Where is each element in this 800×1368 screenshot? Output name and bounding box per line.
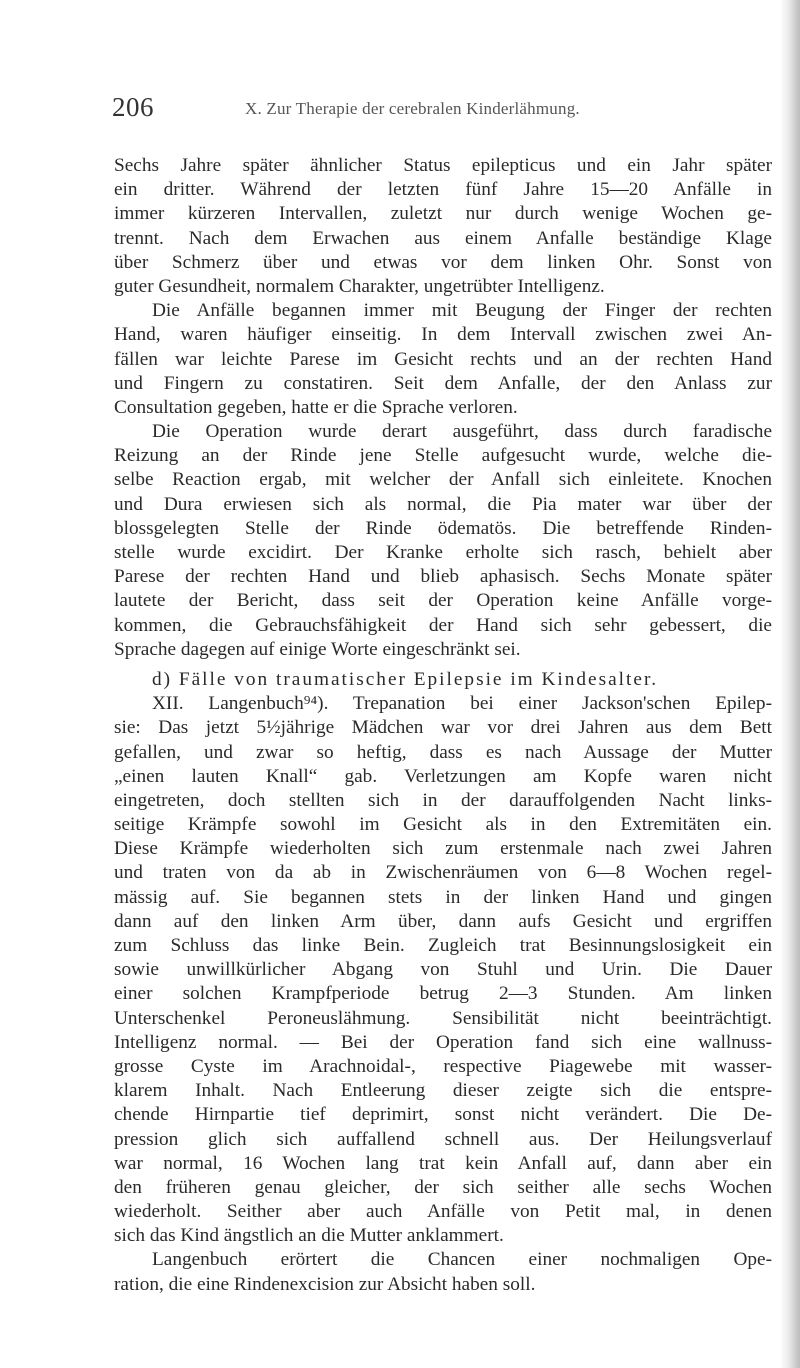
text-line: XII. Langenbuch⁹⁴). Trepanation bei einer Jackson'schen Epilep- bbox=[152, 693, 772, 715]
page-header bbox=[112, 92, 712, 132]
text-line: den früheren genau gleicher, der sich seither alle sechs Wochen bbox=[114, 1176, 772, 1198]
text-line: kommen, die Gebrauchsfähigkeit der Hand sich sehr gebessert, die bbox=[114, 614, 772, 636]
text-line: und traten von da ab in Zwischenräumen von 6—8 Wochen regel- bbox=[114, 862, 772, 884]
text-line: ein dritter. Während der letzten fünf Jahre 15—20 Anfälle in bbox=[114, 179, 772, 201]
text-line: Consultation gegeben, hatte er die Sprache verloren. bbox=[114, 396, 518, 418]
text-line: Parese der rechten Hand und blieb aphasisch. Sechs Monate später bbox=[114, 566, 772, 588]
text-line: Die Operation wurde derart ausgeführt, dass durch faradische bbox=[152, 421, 772, 443]
page-edge-shadow bbox=[780, 0, 800, 1368]
text-line: über Schmerz über und etwas vor dem linken Ohr. Sonst von bbox=[114, 251, 772, 273]
text-line: Langenbuch erörtert die Chancen einer nochmaligen Ope- bbox=[152, 1249, 772, 1271]
body-text bbox=[114, 154, 772, 1297]
text-line: fällen war leichte Parese im Gesicht rechts und an der rechten Hand bbox=[114, 348, 772, 370]
text-line: mässig auf. Sie begannen stets in der linken Hand und gingen bbox=[114, 886, 772, 908]
text-line: zum Schluss das linke Bein. Zugleich trat Besinnungslosigkeit ein bbox=[114, 935, 772, 956]
text-line: blossgelegten Stelle der Rinde ödematös. Die betreffende Rinden- bbox=[114, 517, 772, 539]
text-line: war normal, 16 Wochen lang trat kein Anfall auf, dann aber ein bbox=[114, 1152, 772, 1174]
text-line: seitige Krämpfe sowohl im Gesicht als in den Extremitäten ein. bbox=[114, 814, 772, 836]
running-head: X. Zur Therapie der cerebralen Kinderlähmung. bbox=[245, 99, 580, 118]
text-line: grosse Cyste im Arachnoidal-, respective Piagewebe mit wasser- bbox=[114, 1055, 772, 1077]
text-line: guter Gesundheit, normalem Charakter, ungetrübter Intelligenz. bbox=[114, 275, 605, 297]
text-line: eingetreten, doch stellten sich in der darauffolgenden Nacht links- bbox=[114, 789, 772, 811]
text-line: immer kürzeren Intervallen, zuletzt nur durch wenige Wochen ge- bbox=[114, 203, 772, 225]
text-line: sowie unwillkürlicher Abgang von Stuhl und Urin. Die Dauer bbox=[114, 959, 772, 981]
text-line: sie: Das jetzt 5½jährige Mädchen war vor drei Jahren aus dem Bett bbox=[114, 717, 772, 739]
text-line: einer solchen Krampfperiode betrug 2—3 Stunden. Am linken bbox=[114, 983, 772, 1005]
text-line: wiederholt. Seither aber auch Anfälle von Petit mal, in denen bbox=[114, 1201, 772, 1223]
text-line: Reizung an der Rinde jene Stelle aufgesucht wurde, welche die- bbox=[114, 445, 772, 467]
text-line: d) Fälle von traumatischer Epilepsie im Kindesalter. bbox=[152, 668, 659, 690]
text-line: trennt. Nach dem Erwachen aus einem Anfalle beständige Klage bbox=[114, 227, 772, 249]
text-line: Diese Krämpfe wiederholten sich zum erstenmale nach zwei Jahren bbox=[114, 838, 772, 860]
text-line: Intelligenz normal. — Bei der Operation fand sich eine wallnuss- bbox=[114, 1031, 772, 1053]
text-line: Sechs Jahre später ähnlicher Status epilepticus und ein Jahr später bbox=[114, 155, 772, 176]
text-line: selbe Reaction ergab, mit welcher der Anfall sich einleitete. Knochen bbox=[114, 469, 772, 491]
text-line: gefallen, und zwar so heftig, dass es nach Aussage der Mutter bbox=[114, 741, 772, 763]
text-line: stelle wurde excidirt. Der Kranke erholte sich rasch, behielt aber bbox=[114, 542, 772, 563]
page-number: 206 bbox=[112, 92, 154, 122]
text-line: klarem Inhalt. Nach Entleerung dieser zeigte sich die entspre- bbox=[114, 1080, 772, 1102]
text-line: chende Hirnpartie tief deprimirt, sonst nicht verändert. Die De- bbox=[114, 1104, 772, 1126]
text-line: „einen lauten Knall“ gab. Verletzungen am Kopfe waren nicht bbox=[114, 765, 772, 787]
text-line: sich das Kind ängstlich an die Mutter anklammert. bbox=[114, 1225, 504, 1247]
text-line: pression glich sich auffallend schnell aus. Der Heilungsverlauf bbox=[114, 1128, 772, 1150]
text-line: dann auf den linken Arm über, dann aufs Gesicht und ergriffen bbox=[114, 910, 772, 932]
text-line: Sprache dagegen auf einige Worte eingeschränkt sei. bbox=[114, 638, 521, 660]
text-line: lautete der Bericht, dass seit der Operation keine Anfälle vorge- bbox=[114, 590, 772, 612]
text-line: und Dura erwiesen sich als normal, die Pia mater war über der bbox=[114, 493, 772, 515]
text-line: Die Anfälle begannen immer mit Beugung der Finger der rechten bbox=[152, 300, 772, 322]
text-line: und Fingern zu constatiren. Seit dem Anfalle, der den Anlass zur bbox=[114, 372, 772, 394]
text-line: Unterschenkel Peroneuslähmung. Sensibilität nicht beeinträchtigt. bbox=[114, 1007, 772, 1029]
text-line: Hand, waren häufiger einseitig. In dem Intervall zwischen zwei An- bbox=[114, 324, 772, 346]
text-line: ration, die eine Rindenexcision zur Absicht haben soll. bbox=[114, 1273, 536, 1295]
